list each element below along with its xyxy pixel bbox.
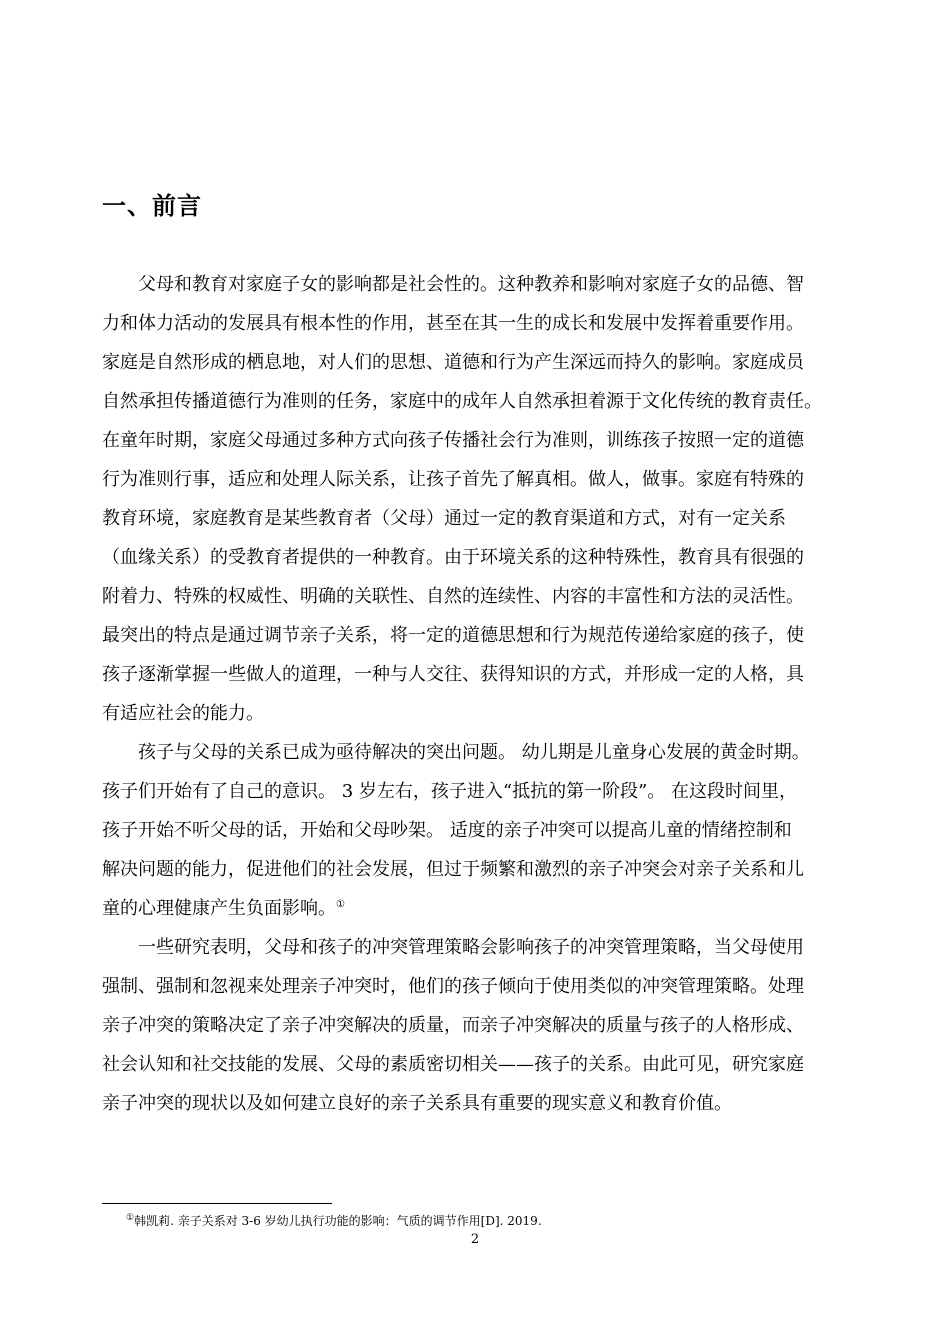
- paragraph-1-line: 行为准则行事，适应和处理人际关系，让孩子首先了解真相。做人，做事。家庭有特殊的: [102, 469, 804, 490]
- paragraph-2-line: 孩子与父母的关系已成为亟待解决的突出问题。 幼儿期是儿童身心发展的黄金时期。: [102, 742, 810, 763]
- footnote-marker: ①: [126, 1213, 135, 1223]
- paragraph-1-line: 自然承担传播道德行为准则的任务，家庭中的成年人自然承担着源于文化传统的教育责任。: [102, 391, 822, 412]
- paragraph-1-line: 家庭是自然形成的栖息地，对人们的思想、道德和行为产生深远而持久的影响。家庭成员: [102, 352, 804, 373]
- paragraph-1-line: 孩子逐渐掌握一些做人的道理，一种与人交往、获得知识的方式，并形成一定的人格，具: [102, 664, 804, 685]
- paragraph-3-line: 强制、强制和忽视来处理亲子冲突时，他们的孩子倾向于使用类似的冲突管理策略。处理: [102, 976, 804, 997]
- paragraph-1-line: 在童年时期，家庭父母通过多种方式向孩子传播社会行为准则，训练孩子按照一定的道德: [102, 430, 804, 451]
- paragraph-1-line: 最突出的特点是通过调节亲子关系，将一定的道德思想和行为规范传递给家庭的孩子，使: [102, 625, 804, 646]
- paragraph-3-line: 亲子冲突的现状以及如何建立良好的亲子关系具有重要的现实意义和教育价值。: [102, 1093, 732, 1114]
- paragraph-2-line-last: [102, 897, 850, 921]
- paragraph-2-line: 解决问题的能力，促进他们的社会发展，但过于频繁和激烈的亲子冲突会对亲子关系和儿: [102, 859, 804, 880]
- paragraph-3-line: 一些研究表明，父母和孩子的冲突管理策略会影响孩子的冲突管理策略，当父母使用: [102, 937, 804, 958]
- paragraph-1-line: 有适应社会的能力。: [102, 703, 264, 724]
- paragraph-1-line: （血缘关系）的受教育者提供的一种教育。由于环境关系的这种特殊性，教育具有很强的: [102, 547, 804, 568]
- paragraph-1-line: 教育环境，家庭教育是某些教育者（父母）通过一定的教育渠道和方式，对有一定关系: [102, 508, 786, 529]
- paragraph-1-line: 附着力、特殊的权威性、明确的关联性、自然的连续性、内容的丰富性和方法的灵活性。: [102, 586, 804, 607]
- paragraph-3-line: 亲子冲突的策略决定了亲子冲突解决的质量，而亲子冲突解决的质量与孩子的人格形成、: [102, 1015, 804, 1036]
- paragraph-1-line: 父母和教育对家庭子女的影响都是社会性的。这种教养和影响对家庭子女的品德、智: [102, 274, 804, 295]
- paragraph-1-line: 力和体力活动的发展具有根本性的作用，甚至在其一生的成长和发展中发挥着重要作用。: [102, 313, 804, 334]
- paragraph-2-line: 孩子开始不听父母的话，开始和父母吵架。 适度的亲子冲突可以提高儿童的情绪控制和: [102, 820, 792, 841]
- footnote-reference-marker[interactable]: ①: [336, 899, 345, 910]
- paragraph-2-text: 童的心理健康产生负面影响。: [102, 898, 336, 919]
- section-heading: 一、前言: [102, 192, 202, 220]
- paragraph-3-line: 社会认知和社交技能的发展、父母的素质密切相关——孩子的关系。由此可见，研究家庭: [102, 1054, 804, 1075]
- page-number: 2: [470, 1232, 480, 1247]
- footnote: [126, 1213, 542, 1229]
- paragraph-2-line: 孩子们开始有了自己的意识。 3 岁左右，孩子进入“抵抗的第一阶段”。 在这段时间里，: [102, 781, 798, 802]
- footnote-separator: [102, 1203, 332, 1204]
- footnote-text: 韩凯莉. 亲子关系对 3-6 岁幼儿执行功能的影响：气质的调节作用[D]. 2019.: [134, 1214, 542, 1228]
